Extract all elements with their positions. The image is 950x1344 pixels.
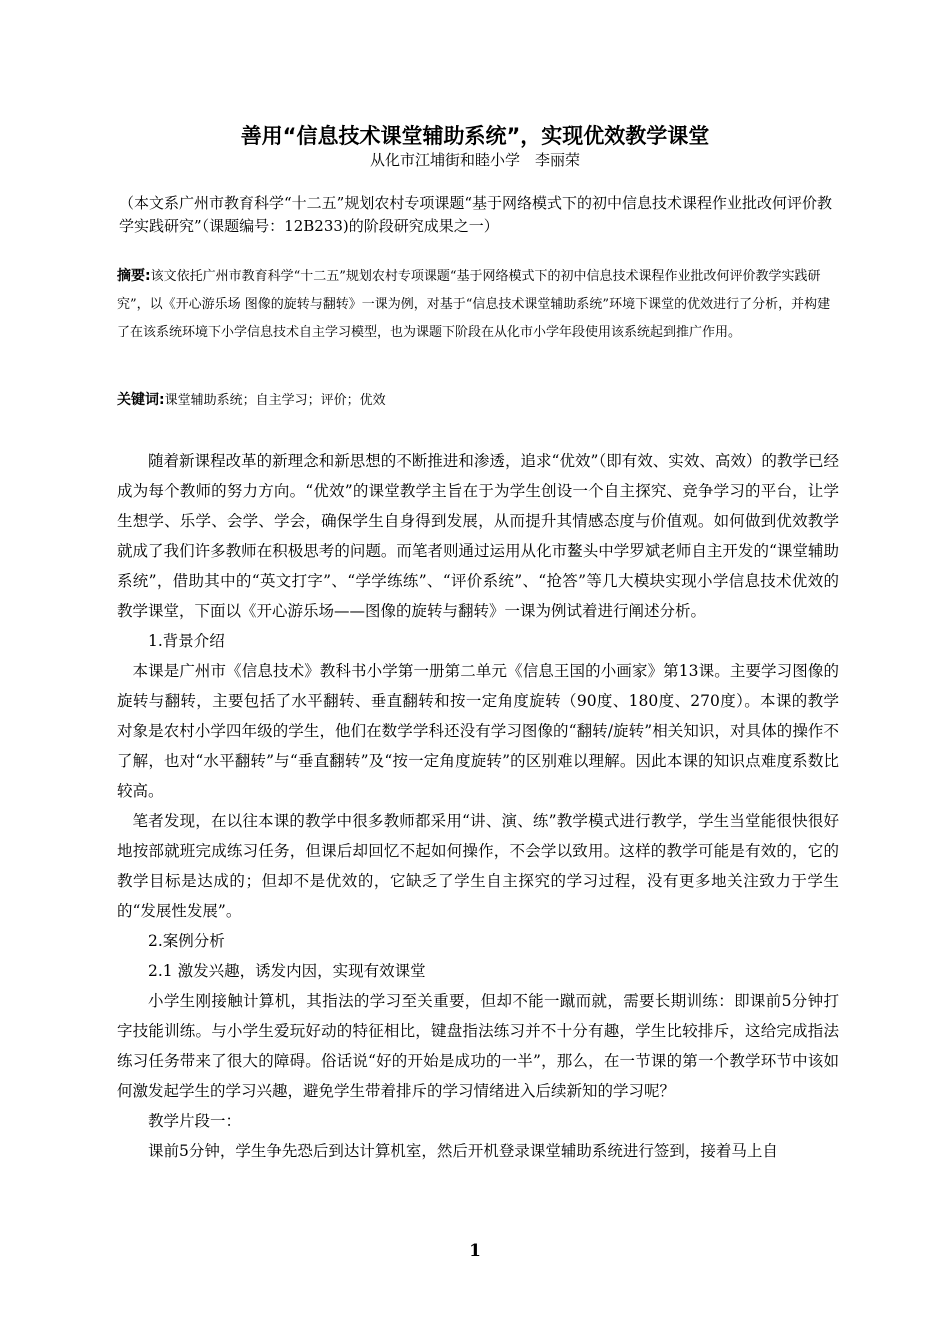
abstract-label: 摘要: <box>117 268 151 284</box>
section-heading-case: 2.案例分析 <box>148 932 225 950</box>
keywords-label: 关键词: <box>117 392 165 408</box>
author-line: 从化市江埔街和睦小学 李丽荣 <box>369 151 580 169</box>
paragraph-fragment: 课前5分钟，学生争先恐后到达计算机室，然后开机登录课堂辅助系统进行签到，接着马上自 <box>148 1142 778 1160</box>
paragraph-background: 本课是广州市《信息技术》教科书小学第一册第二单元《信息王国的小画家》第13课。主要学习图像的旋转与翻转，主要包括了水平翻转、垂直翻转和按一定角度旋转（90度、180度、270度）。本课的教学对象是农村小学四年级的学生，他们在数学学科还没有学习图像的“翻转/旋转”相关知识，对具体的操作不了解，也对“水平翻转”与“垂直翻转”及“按一定角度旋转”的区别难以理解。因此本课的知识点难度系数比较高。 <box>117 662 839 800</box>
paragraph-observation: 笔者发现，在以往本课的教学中很多教师都采用“讲、演、练”教学模式进行教学，学生当堂能很快很好地按部就班完成练习任务，但课后却回忆不起如何操作，不会学以致用。这样的教学可能是有效的，它的教学目标是达成的；但却不是优效的，它缺乏了学生自主探究的学习过程，没有更多地关注致力于学生的“发展性发展”。 <box>117 812 839 920</box>
body-text <box>117 446 839 1166</box>
paragraph-typing: 小学生刚接触计算机，其指法的学习至关重要，但却不能一蹴而就，需要长期训练：即课前5分钟打字技能训练。与小学生爱玩好动的特征相比，键盘指法练习并不十分有趣，学生比较排斥，这给完成指法练习任务带来了很大的障碍。俗话说“好的开始是成功的一半”，那么，在一节课的第一个教学环节中该如何激发起学生的学习兴趣，避免学生带着排斥的学习情绪进入后续新知的学习呢？ <box>117 992 839 1100</box>
section-heading-background: 1.背景介绍 <box>148 632 225 650</box>
subsection-heading-2-1: 2.1 激发兴趣，诱发内因，实现有效课堂 <box>148 962 426 980</box>
abstract <box>117 262 837 347</box>
keywords-text: 课堂辅助系统；自主学习；评价；优效 <box>164 393 386 408</box>
page-number: 1 <box>469 1241 481 1261</box>
abstract-text: 该文依托广州市教育科学“十二五”规划农村专项课题“基于网络模式下的初中信息技术课程作业批改何评价教学实践研究”，以《开心游乐场 图像的旋转与翻转》一课为例，对基于“信息技术课堂辅助系统”环境下课堂的优效进行了分析，并构建了在该系统环境下小学信息技术自主学习模型，也为课题下阶段在从化市小学年段使用该系统起到推广作用。 <box>117 269 831 340</box>
teaching-fragment-label: 教学片段一： <box>148 1112 242 1130</box>
paper-title: 善用“信息技术课堂辅助系统”，实现优效教学课堂 <box>240 124 710 148</box>
keywords <box>117 387 837 414</box>
project-note: （本文系广州市教育科学“十二五”规划农村专项课题“基于网络模式下的初中信息技术课程作业批改何评价教学实践研究”（课题编号：12B233)的阶段研究成果之一） <box>119 194 833 235</box>
paragraph-intro: 随着新课程改革的新理念和新思想的不断推进和渗透，追求“优效”（即有效、实效、高效）的教学已经成为每个教师的努力方向。“优效”的课堂教学主旨在于为学生创设一个自主探究、竞争学习的平台，让学生想学、乐学、会学、学会，确保学生自身得到发展，从而提升其情感态度与价值观。如何做到优效教学就成了我们许多教师在积极思考的问题。而笔者则通过运用从化市鳌头中学罗斌老师自主开发的“课堂辅助系统”，借助其中的“英文打字”、“学学练练”、“评价系统”、“抢答”等几大模块实现小学信息技术优效的教学课堂，下面以《开心游乐场——图像的旋转与翻转》一课为例试着进行阐述分析。 <box>117 452 839 620</box>
